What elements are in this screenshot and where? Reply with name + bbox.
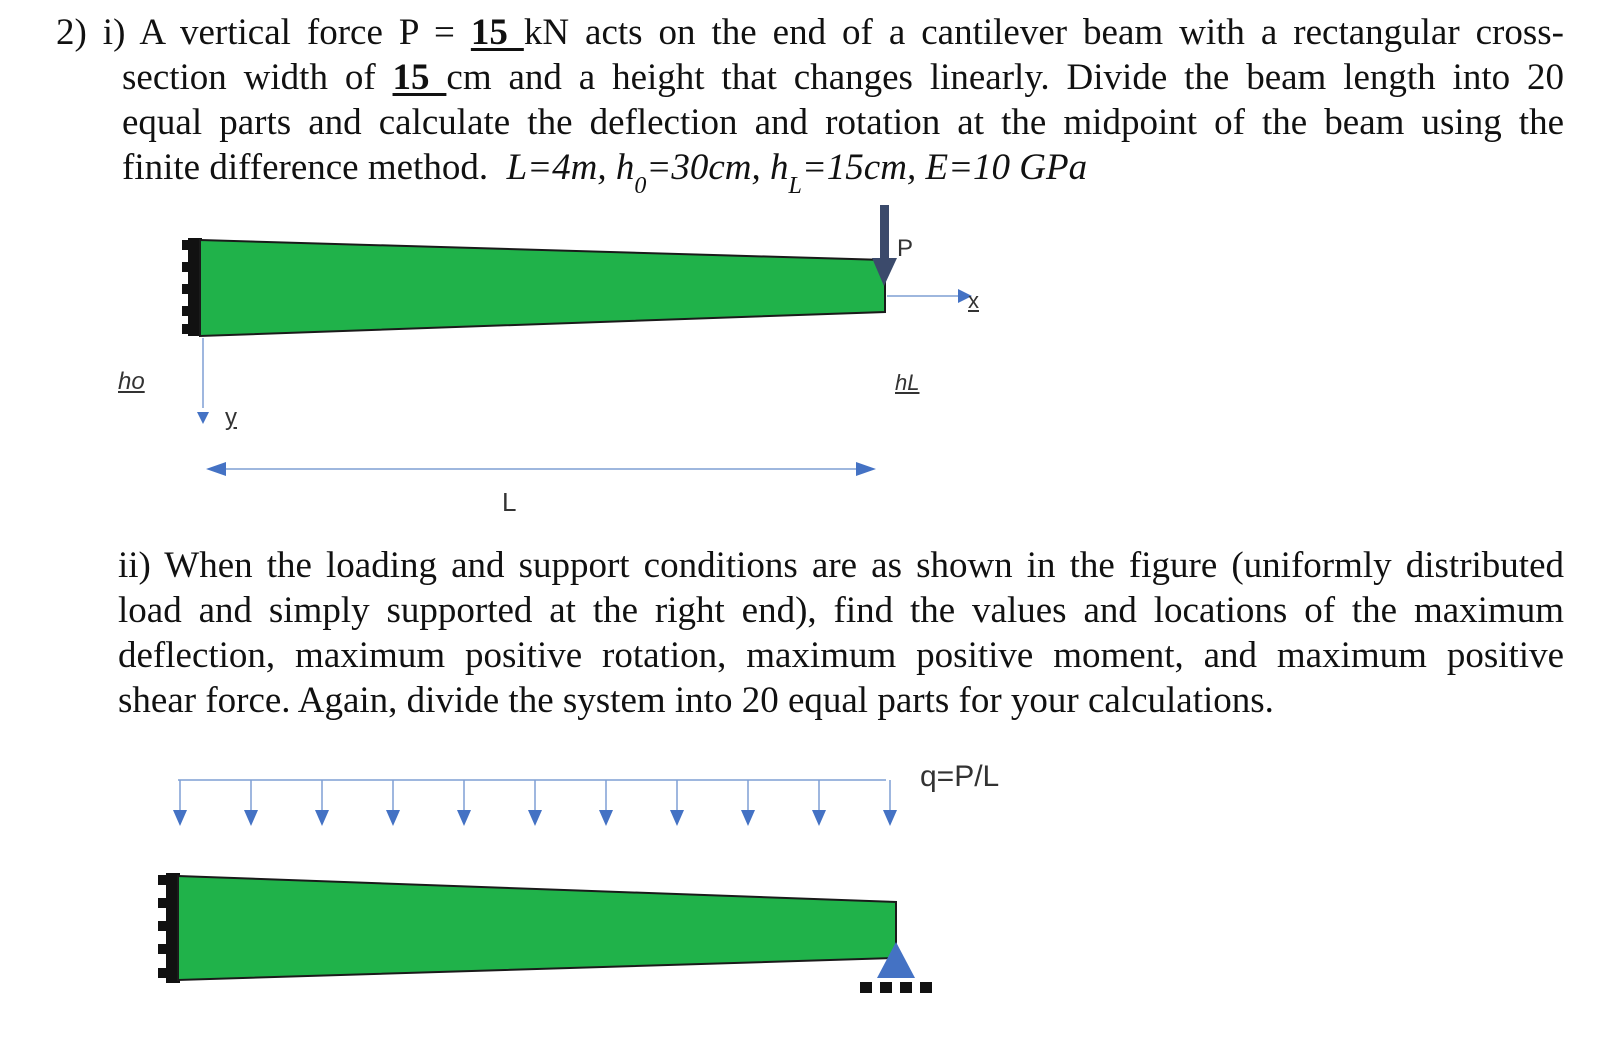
y-axis-label: y (225, 404, 237, 431)
p2-line-2: load and simply supported at the right end), find the values and locations of the maximum (118, 590, 1564, 631)
load-arrow-head (812, 810, 826, 826)
load-arrow-head (528, 810, 542, 826)
load-arrow-head (670, 810, 684, 826)
p2-line-4: shear force. Again, divide the system into 20 equal parts for your calculations. (118, 680, 1274, 721)
distributed-load-label: q=P/L (920, 760, 1000, 793)
p1-line-1: 2) i) A vertical force P = 15 kN acts on the end of a cantilever beam with a rectangular cross- (56, 12, 1564, 53)
p2-line-1: ii) When the loading and support conditions are as shown in the figure (uniformly distributed (118, 545, 1564, 586)
load-arrow-head (173, 810, 187, 826)
x-axis-label: x (968, 288, 979, 313)
length-label: L (502, 487, 517, 517)
p2-line-3: deflection, maximum positive rotation, maximum positive moment, and maximum positive (118, 635, 1564, 676)
p1-line-3: equal parts and calculate the deflection and rotation at the midpoint of the beam using the (122, 102, 1564, 143)
p1-line-2: section width of 15 cm and a height that changes linearly. Divide the beam length into 20 (122, 57, 1564, 98)
load-arrow-head (386, 810, 400, 826)
h0-label: ho (118, 368, 145, 395)
distributed-load-arrows (173, 780, 897, 826)
tapered-beam-2 (178, 876, 896, 980)
load-arrow-head (883, 810, 897, 826)
hL-label: hL (895, 370, 920, 395)
load-p-label: P (897, 235, 914, 262)
load-arrow-head (315, 810, 329, 826)
load-arrow-head (599, 810, 613, 826)
force-value: 15 (470, 12, 524, 53)
p1-line-4: finite difference method. L=4m, $h_0=30cm$, $h_L=15cm$, E=10 GPa (122, 147, 1088, 199)
width-value: 15 (392, 57, 447, 98)
fixed-support-2 (158, 873, 180, 983)
load-arrow-head (741, 810, 755, 826)
load-arrow-head (244, 810, 258, 826)
load-arrow-head (457, 810, 471, 826)
